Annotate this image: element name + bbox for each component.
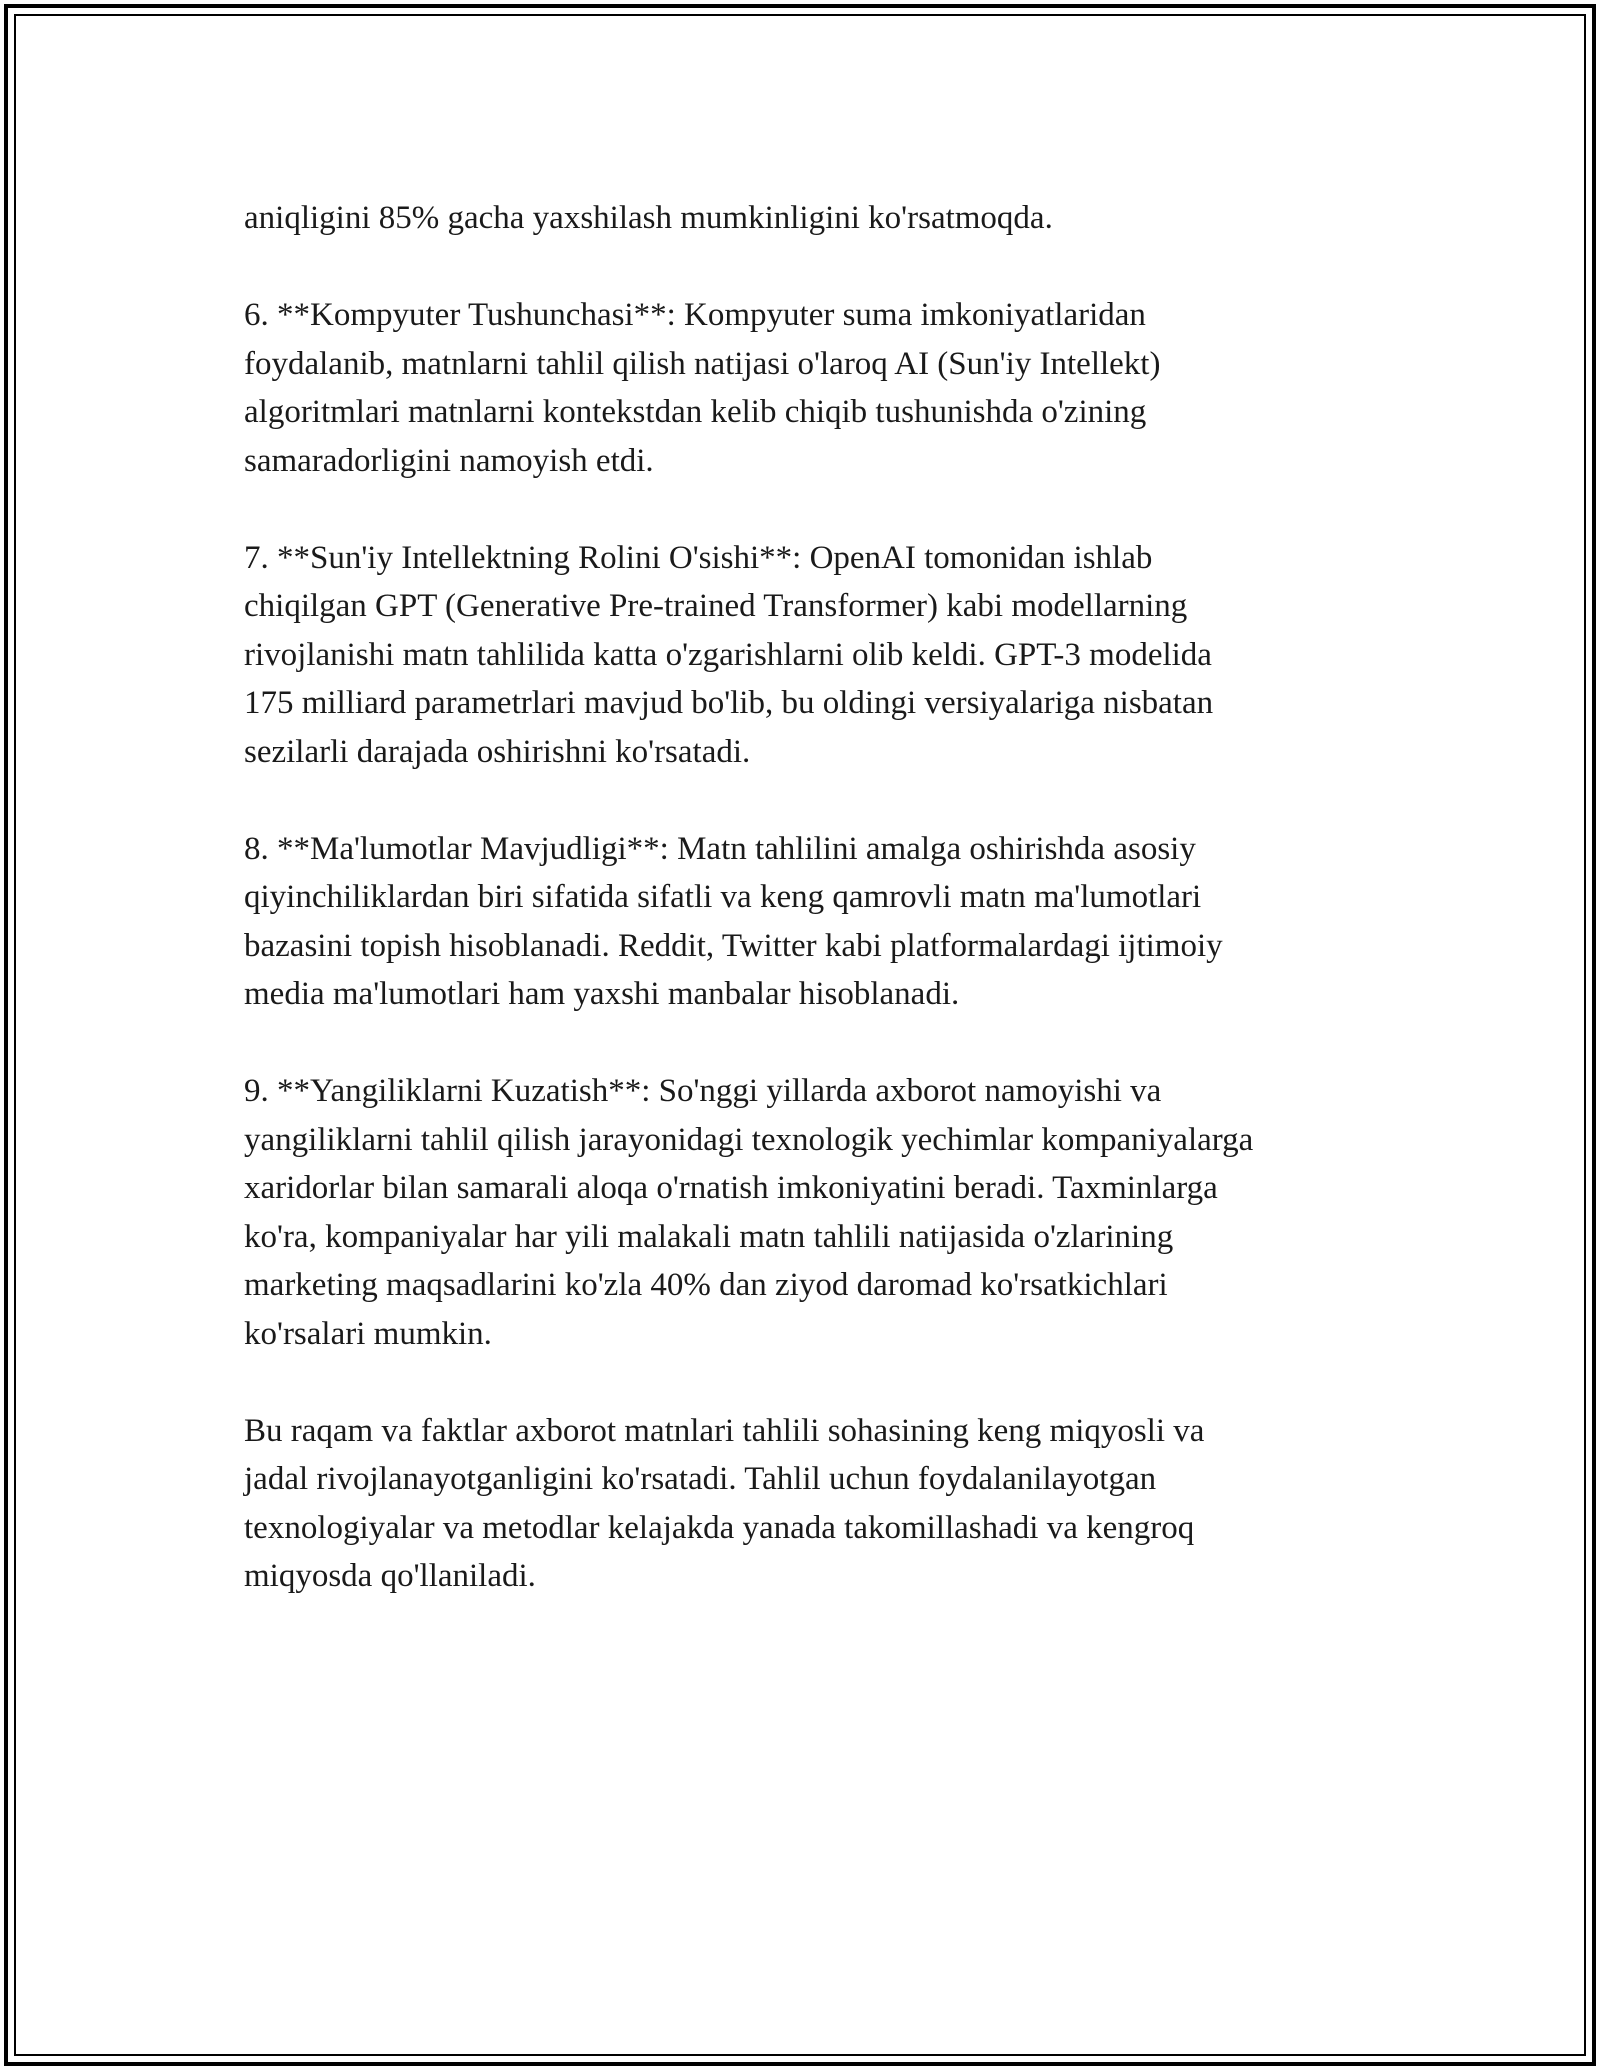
paragraph-item-9: 9. **Yangiliklarni Kuzatish**: So'nggi yillarda axborot namoyishi va yangiliklarni tahlil qilish jarayonidagi texnologik yechimlar kompaniyalarga xaridorlar bilan samarali aloqa o'rnatish imkoniyatini beradi. Taxminlarga ko'ra, kompaniyalar har yili malakali matn tahlili natijasida o'zlarining marketing maqsadlarini ko'zla 40% dan ziyod daromad ko'rsatkichlari ko'rsalari mumkin. <box>244 1073 1254 1352</box>
paragraph-item-7: 7. **Sun'iy Intellektning Rolini O'sishi**: OpenAI tomonidan ishlab chiqilgan GPT (Generative Pre-trained Transformer) kabi modellarning rivojlanishi matn tahlilida katta o'zgarishlarni olib keldi. GPT-3 modelida 175 milliard parametrlari mavjud bo'lib, bu oldingi versiyalariga nisbatan sezilarli darajada oshirishni ko'rsatadi. <box>244 539 1214 770</box>
paragraph-conclusion: Bu raqam va faktlar axborot matnlari tahlili sohasining keng miqyosli va jadal rivojlanayotganligini ko'rsatadi. Tahlil uchun foydalanilayotgan texnologiyalar va metodlar kelajakda yanada takomillashadi va kengroq miqyosda qo'llaniladi. <box>244 1412 1205 1594</box>
paragraph-item-8: 8. **Ma'lumotlar Mavjudligi**: Matn tahlilini amalga oshirishda asosiy qiyinchiliklardan biri sifatida sifatli va keng qamrovli matn ma'lumotlari bazasini topish hisoblanadi. Reddit, Twitter kabi platformalardagi ijtimoiy media ma'lumotlari ham yaxshi manbalar hisoblanadi. <box>244 830 1223 1012</box>
document-body <box>244 194 1394 1649</box>
paragraph-continuation: aniqligini 85% gacha yaxshilash mumkinligini ko'rsatmoqda. <box>244 200 1053 236</box>
paragraph-item-6: 6. **Kompyuter Tushunchasi**: Kompyuter suma imkoniyatlaridan foydalanib, matnlarni tahlil qilish natijasi o'laroq AI (Sun'iy Intellekt) algoritmlari matnlarni kontekstdan kelib chiqib tushunishda o'zining samaradorligini namoyish etdi. <box>244 297 1161 479</box>
page-frame <box>4 4 1596 2066</box>
